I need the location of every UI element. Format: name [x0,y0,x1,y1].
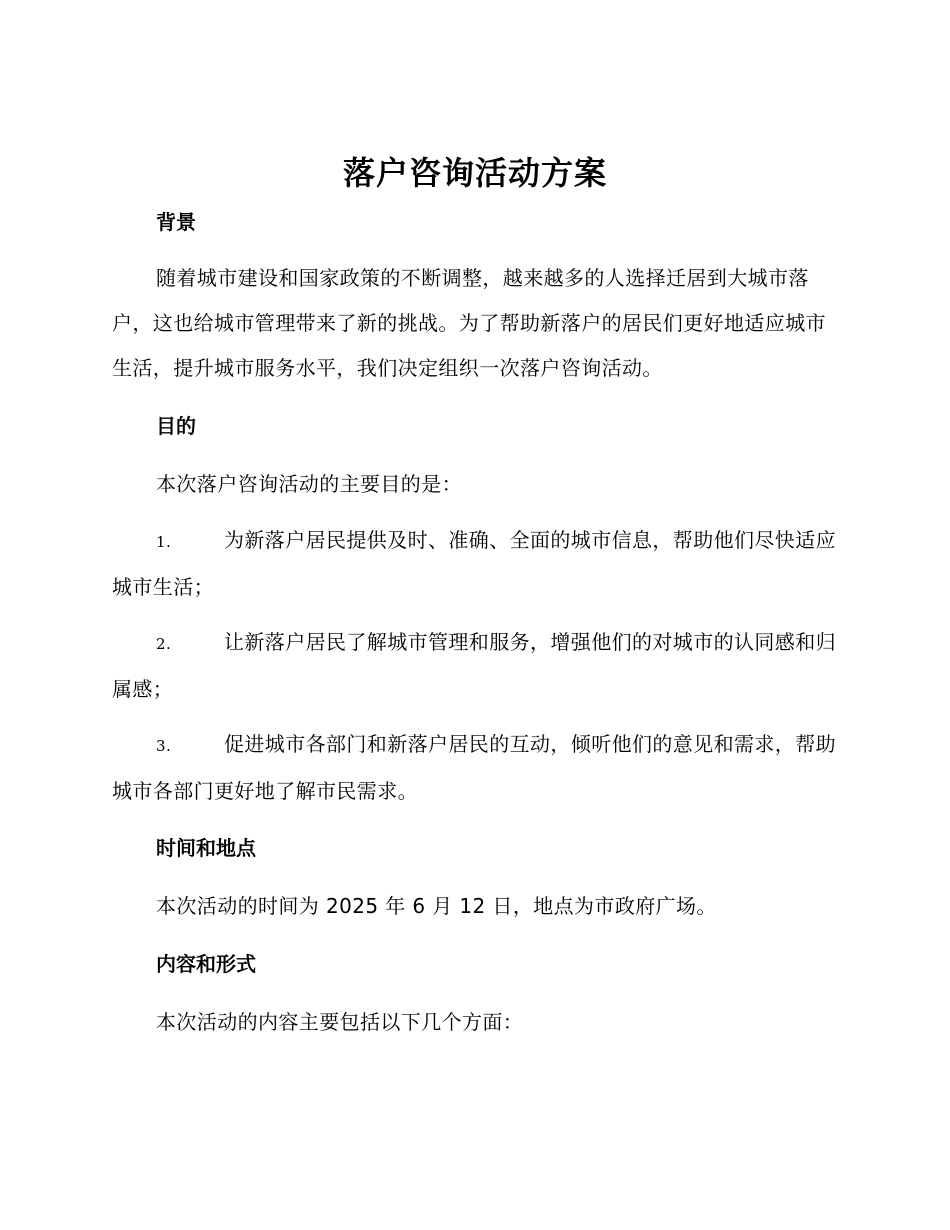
background-paragraph: 随着城市建设和国家政策的不断调整，越来越多的人选择迁居到大城市落户，这也给城市管理带来了新的挑战。为了帮助新落户的居民们更好地适应城市生活，提升城市服务水平，我们决定组织一次落户咨询活动。 [112,266,826,380]
section-heading-content-form: 内容和形式 [156,952,256,976]
list-item-text: 为新落户居民提供及时、准确、全面的城市信息，帮助他们尽快适应城市生活； [112,528,836,599]
purpose-intro: 本次落户咨询活动的主要目的是： [156,472,462,496]
list-item [112,518,840,610]
time-place-paragraph: 本次活动的时间为 2025 年 6 月 12 日，地点为市政府广场。 [156,894,717,918]
list-number: 3. [156,737,172,755]
section-heading-time-place: 时间和地点 [156,836,256,860]
content-form-paragraph: 本次活动的内容主要包括以下几个方面： [156,1010,524,1034]
list-number: 2. [156,635,172,653]
list-item-text: 促进城市各部门和新落户居民的互动，倾听他们的意见和需求，帮助城市各部门更好地了解市民需求。 [112,732,836,803]
list-item [112,722,840,814]
list-item-text: 让新落户居民了解城市管理和服务，增强他们的对城市的认同感和归属感； [112,630,836,701]
document-title: 落户咨询活动方案 [342,154,607,192]
section-heading-purpose: 目的 [156,414,196,438]
list-number: 1. [156,533,172,551]
list-item [112,620,840,712]
section-heading-background: 背景 [156,210,196,234]
